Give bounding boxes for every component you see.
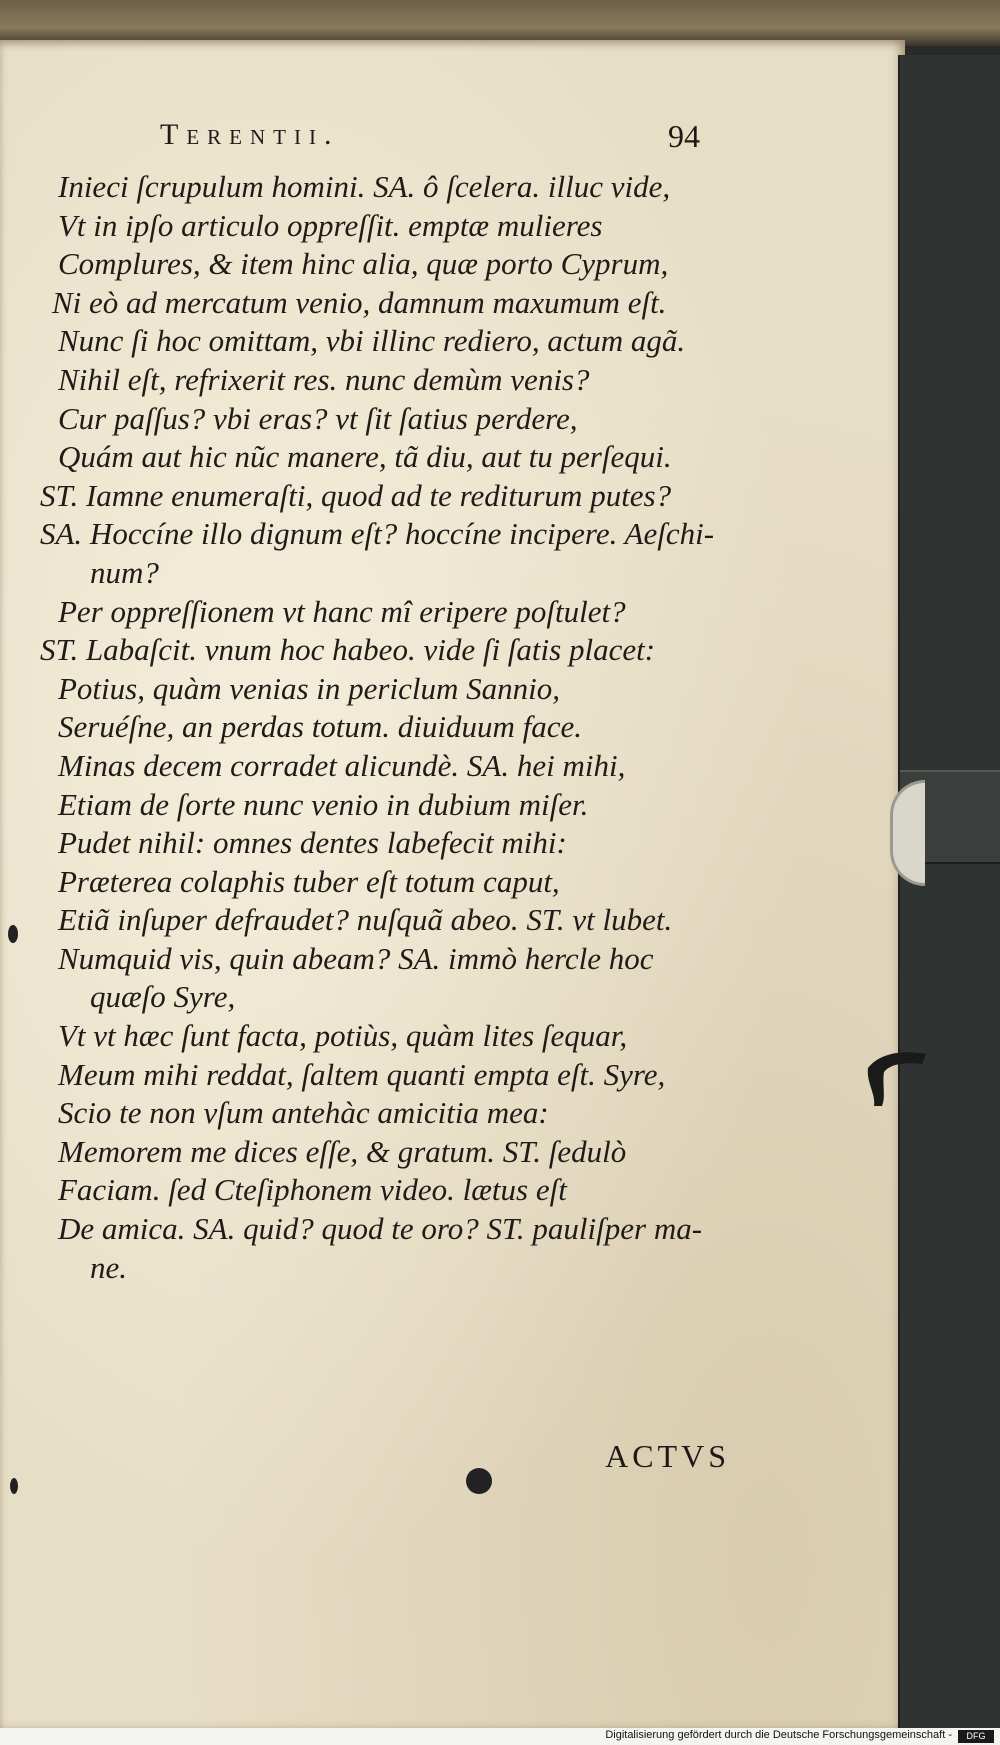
- verse-line: Seruéſne, an perdas totum. diuiduum face.: [58, 709, 583, 745]
- digitization-footer: [0, 1728, 1000, 1745]
- catchword: ACTVS: [605, 1438, 730, 1474]
- running-head: [160, 118, 700, 158]
- verse-line: Inieci ſcrupulum homini. SA. ô ſcelera. illuc vide,: [58, 169, 671, 204]
- verse-line: Meum mihi reddat, ſaltem quanti empta eſt. Syre,: [58, 1056, 666, 1092]
- verse-line: Memorem me dices eſſe, & gratum. ST. ſedulò: [58, 1133, 627, 1169]
- verse-line: Numquid vis, quin abeam? SA. immò hercle hoc: [58, 940, 654, 976]
- verse-line: ST. Iamne enumeraſti, quod ad te rediturum putes?: [40, 477, 672, 513]
- verse-line: ST. Labaſcit. vnum hoc habeo. vide ſi ſatis placet:: [40, 632, 656, 668]
- ink-smudge: [860, 1040, 930, 1110]
- running-head-title: Terentii.: [160, 118, 340, 151]
- verse-line: Potius, quàm venias in periclum Sannio,: [58, 670, 560, 706]
- verse-text-block: [40, 168, 740, 1287]
- dfg-logo: DFG: [958, 1730, 994, 1743]
- verse-line: Per oppreſſionem vt hanc mî eripere poſtulet?: [58, 593, 626, 629]
- ink-blot: [466, 1468, 492, 1494]
- verse-line: Nihil eſt, refrixerit res. nunc demùm venis?: [58, 361, 590, 397]
- verse-line: Vt in ipſo articulo oppreſſit. emptæ mulieres: [58, 207, 603, 243]
- verse-line: Præterea colaphis tuber eſt totum caput,: [58, 863, 560, 899]
- verse-line: Scio te non vſum antehàc amicitia mea:: [58, 1095, 549, 1131]
- verse-line: Complures, & item hinc alia, quæ porto Cyprum,: [58, 246, 669, 282]
- verse-line: Vt vt hæc ſunt facta, potiùs, quàm lites ſequar,: [58, 1018, 628, 1054]
- margin-mark: [8, 925, 18, 943]
- verse-line: Etiam de ſorte nunc venio in dubium miſer.: [58, 786, 589, 822]
- page-number: 94: [668, 118, 700, 154]
- verse-line: SA. Hoccíne illo dignum eſt? hoccíne incipere. Aeſchi-: [40, 516, 715, 552]
- verse-line: Quám aut hic nũc manere, tã diu, aut tu perſequi.: [58, 439, 672, 475]
- verse-line: De amica. SA. quid? quod te oro? ST. pauliſper ma-: [58, 1211, 703, 1247]
- dark-cover-panel: [898, 55, 1000, 1745]
- footer-credit: Digitalisierung gefördert durch die Deutsche Forschungsgemeinschaft -: [605, 1729, 952, 1741]
- ink-mark: [10, 1478, 18, 1494]
- verse-line: Pudet nihil: omnes dentes labefecit mihi:: [58, 825, 567, 861]
- verse-line: Minas decem corradet alicundè. SA. hei mihi,: [58, 747, 626, 783]
- verse-line: Ni eò ad mercatum venio, damnum maxumum eſt.: [52, 284, 667, 320]
- verse-line: Cur paſſus? vbi eras? vt ſit ſatius perdere,: [58, 400, 578, 436]
- verse-line: Nunc ſi hoc omittam, vbi illinc rediero, actum agã.: [58, 323, 686, 359]
- page-clip: [890, 780, 925, 886]
- verse-line: num?: [90, 554, 159, 590]
- verse-line: quæſo Syre,: [90, 979, 236, 1015]
- verse-line: ne.: [90, 1249, 128, 1285]
- verse-line: Etiã inſuper defraudet? nuſquã abeo. ST. vt lubet.: [58, 902, 673, 938]
- verse-line: Faciam. ſed Cteſiphonem video. lætus eſt: [58, 1172, 567, 1208]
